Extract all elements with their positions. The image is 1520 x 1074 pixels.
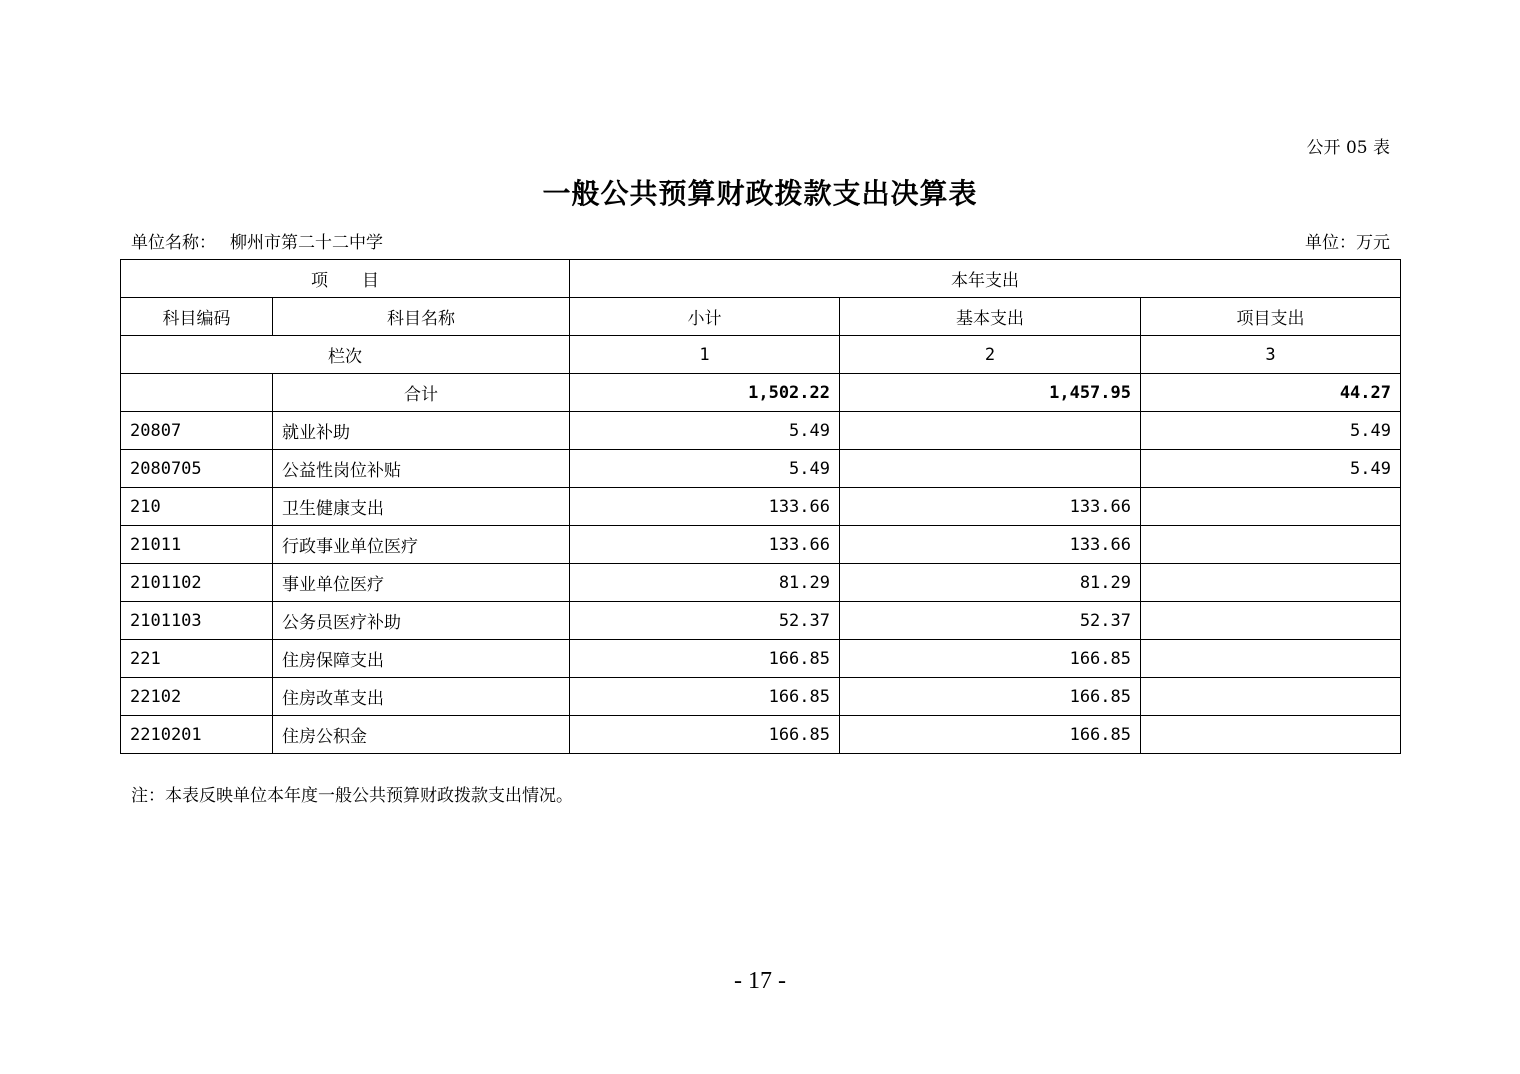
column-label: 栏次 <box>121 336 570 374</box>
header-code: 科目编码 <box>121 298 273 336</box>
row-subtotal: 133.66 <box>570 526 840 564</box>
page-title: 一般公共预算财政拨款支出决算表 <box>542 177 978 210</box>
row-project <box>1141 716 1401 754</box>
unit-name-label: 单位名称： <box>131 233 216 253</box>
row-project <box>1141 488 1401 526</box>
row-basic: 81.29 <box>840 564 1141 602</box>
header-item: 项 目 <box>121 260 570 298</box>
total-basic: 1,457.95 <box>840 374 1141 412</box>
row-code: 2080705 <box>121 450 273 488</box>
row-basic <box>840 412 1141 450</box>
row-project: 5.49 <box>1141 412 1401 450</box>
row-code: 20807 <box>121 412 273 450</box>
row-subtotal: 81.29 <box>570 564 840 602</box>
table-row <box>121 602 1401 640</box>
row-basic <box>840 450 1141 488</box>
table-row <box>121 488 1401 526</box>
row-subtotal: 5.49 <box>570 412 840 450</box>
row-name: 事业单位医疗 <box>273 564 570 602</box>
row-project <box>1141 602 1401 640</box>
row-subtotal: 166.85 <box>570 678 840 716</box>
row-basic: 133.66 <box>840 488 1141 526</box>
header-subtotal: 小计 <box>570 298 840 336</box>
total-label: 合计 <box>273 374 570 412</box>
row-basic: 166.85 <box>840 678 1141 716</box>
row-project <box>1141 526 1401 564</box>
page-number: - 17 - <box>734 968 786 994</box>
table-row <box>121 640 1401 678</box>
header-row-2 <box>121 298 1401 336</box>
unit-name-line <box>131 228 383 253</box>
table-row <box>121 450 1401 488</box>
row-subtotal: 166.85 <box>570 716 840 754</box>
row-code: 21011 <box>121 526 273 564</box>
row-code: 22102 <box>121 678 273 716</box>
row-basic: 166.85 <box>840 716 1141 754</box>
table-row <box>121 526 1401 564</box>
header-project: 项目支出 <box>1141 298 1401 336</box>
row-code: 2210201 <box>121 716 273 754</box>
header-basic: 基本支出 <box>840 298 1141 336</box>
row-project <box>1141 640 1401 678</box>
header-row-3 <box>121 336 1401 374</box>
header-row-1 <box>121 260 1401 298</box>
table-note: 注：本表反映单位本年度一般公共预算财政拨款支出情况。 <box>131 786 573 806</box>
row-name: 行政事业单位医疗 <box>273 526 570 564</box>
row-name: 就业补助 <box>273 412 570 450</box>
row-name: 卫生健康支出 <box>273 488 570 526</box>
unit-name-value: 柳州市第二十二中学 <box>230 233 383 253</box>
total-subtotal: 1,502.22 <box>570 374 840 412</box>
row-name: 公务员医疗补助 <box>273 602 570 640</box>
row-project <box>1141 678 1401 716</box>
row-subtotal: 5.49 <box>570 450 840 488</box>
row-project: 5.49 <box>1141 450 1401 488</box>
column-number-3: 3 <box>1141 336 1401 374</box>
row-subtotal: 166.85 <box>570 640 840 678</box>
total-project: 44.27 <box>1141 374 1401 412</box>
currency-unit: 单位：万元 <box>1305 233 1390 253</box>
table-row <box>121 412 1401 450</box>
row-name: 住房改革支出 <box>273 678 570 716</box>
table-row <box>121 564 1401 602</box>
total-code-cell <box>121 374 273 412</box>
row-name: 公益性岗位补贴 <box>273 450 570 488</box>
row-code: 2101102 <box>121 564 273 602</box>
total-row <box>121 374 1401 412</box>
row-code: 210 <box>121 488 273 526</box>
row-basic: 52.37 <box>840 602 1141 640</box>
form-number: 公开 05 表 <box>1306 138 1390 158</box>
table-row <box>121 716 1401 754</box>
header-name: 科目名称 <box>273 298 570 336</box>
row-project <box>1141 564 1401 602</box>
row-subtotal: 133.66 <box>570 488 840 526</box>
column-number-1: 1 <box>570 336 840 374</box>
row-name: 住房公积金 <box>273 716 570 754</box>
budget-table <box>120 259 1401 754</box>
row-basic: 166.85 <box>840 640 1141 678</box>
table-row <box>121 678 1401 716</box>
row-subtotal: 52.37 <box>570 602 840 640</box>
header-this-year: 本年支出 <box>570 260 1401 298</box>
row-code: 221 <box>121 640 273 678</box>
row-name: 住房保障支出 <box>273 640 570 678</box>
row-code: 2101103 <box>121 602 273 640</box>
column-number-2: 2 <box>840 336 1141 374</box>
row-basic: 133.66 <box>840 526 1141 564</box>
